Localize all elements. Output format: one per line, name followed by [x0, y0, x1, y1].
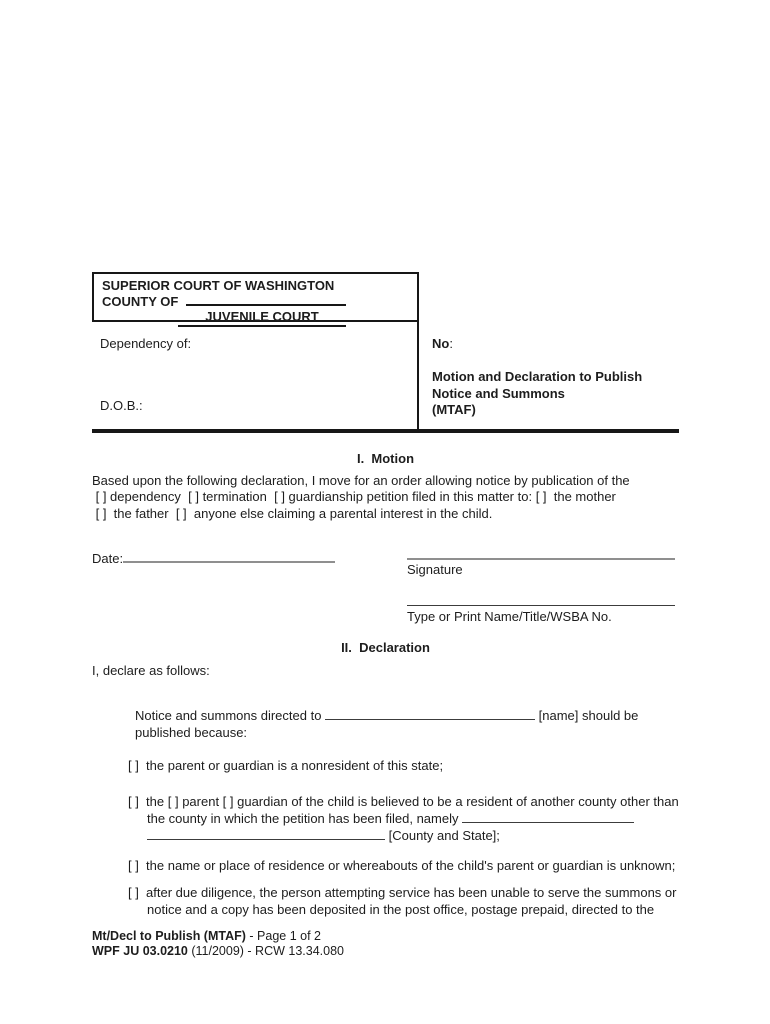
- due-diligence-line1[interactable]: [ ] after due diligence, the person attempting service has been unable to serve the summons or: [128, 885, 677, 900]
- caption-divider-line: [417, 322, 419, 430]
- county-of-line: [102, 293, 417, 309]
- case-number-word: No: [432, 336, 450, 351]
- juvenile-court-label: JUVENILE COURT: [178, 309, 346, 327]
- form-footer: [92, 929, 344, 958]
- motion-paragraph: [92, 473, 630, 522]
- footer-page-number: - Page 1 of 2: [245, 929, 321, 943]
- notice-line-1: [135, 707, 638, 724]
- motion-heading: I. Motion: [356, 451, 415, 466]
- county-state-blank[interactable]: [147, 827, 385, 840]
- signature-label: Signature: [407, 562, 463, 577]
- name-title-blank[interactable]: [407, 605, 675, 606]
- reason-item-other-county[interactable]: [128, 793, 679, 844]
- due-diligence-line2: notice and a copy has been deposited in the post office, postage prepaid, directed to the: [147, 902, 655, 917]
- form-title-line2: Notice and Summons: [432, 385, 565, 401]
- motion-line-1: Based upon the following declaration, I move for an order allowing notice by publication of the: [92, 473, 630, 488]
- notice-post-text: [name] should be: [535, 708, 639, 723]
- declaration-heading: II. Declaration: [341, 640, 430, 655]
- other-county-line2: [147, 810, 679, 827]
- notice-pre-text: Notice and summons directed to: [135, 708, 326, 723]
- footer-line-1: [92, 929, 344, 944]
- name-title-label: Type or Print Name/Title/WSBA No.: [407, 609, 612, 624]
- footer-form-code: WPF JU 03.0210: [92, 943, 188, 958]
- date-label: Date:: [92, 551, 124, 566]
- other-county-line3: [147, 827, 679, 844]
- county-state-label: [County and State];: [385, 828, 500, 843]
- superior-court-line: SUPERIOR COURT OF WASHINGTON: [102, 278, 335, 293]
- reason-item-nonresident[interactable]: [ ] the parent or guardian is a nonresident of this state;: [128, 758, 444, 773]
- reason-item-due-diligence[interactable]: [128, 884, 676, 918]
- dependency-label: Dependency of:: [100, 336, 192, 351]
- form-title-line3: (MTAF): [432, 402, 476, 417]
- other-county-line2-text: the county in which the petition has been filed, namely: [147, 811, 463, 826]
- date-row: [92, 550, 335, 566]
- motion-line-2[interactable]: [ ] dependency [ ] termination [ ] guardianship petition filed in this matter to: [ ] the mother: [92, 489, 616, 505]
- reason-item-unknown-whereabouts[interactable]: [ ] the name or place of residence or whereabouts of the child's parent or guardian is unknown;: [128, 858, 676, 873]
- dob-label: D.O.B.:: [100, 398, 143, 413]
- form-title-line1: Motion and Declaration to Publish: [432, 369, 643, 384]
- name-blank[interactable]: [325, 707, 535, 720]
- notice-block: [135, 707, 638, 741]
- footer-line-2: [92, 944, 344, 959]
- form-title: [432, 369, 642, 419]
- motion-line-3[interactable]: [ ] the father [ ] anyone else claiming a parental interest in the child.: [92, 505, 493, 521]
- caption-bottom-rule: [92, 429, 679, 433]
- signature-blank[interactable]: [407, 558, 675, 560]
- court-header-box: [92, 272, 419, 322]
- case-number-colon: :: [449, 336, 453, 351]
- county-name-blank[interactable]: [186, 293, 346, 306]
- notice-line-2: published because:: [135, 725, 248, 740]
- date-blank[interactable]: [123, 550, 335, 563]
- footer-form-citation: (11/2009) - RCW 13.34.080: [187, 943, 344, 958]
- footer-form-name: Mt/Decl to Publish (MTAF): [92, 929, 246, 943]
- declaration-intro: I, declare as follows:: [92, 663, 210, 678]
- county-of-label: COUNTY OF: [102, 294, 179, 309]
- other-county-line1[interactable]: [ ] the [ ] parent [ ] guardian of the child is believed to be a resident of another county other than: [128, 794, 679, 809]
- case-number-label: [432, 336, 453, 351]
- county-blank[interactable]: [462, 810, 634, 823]
